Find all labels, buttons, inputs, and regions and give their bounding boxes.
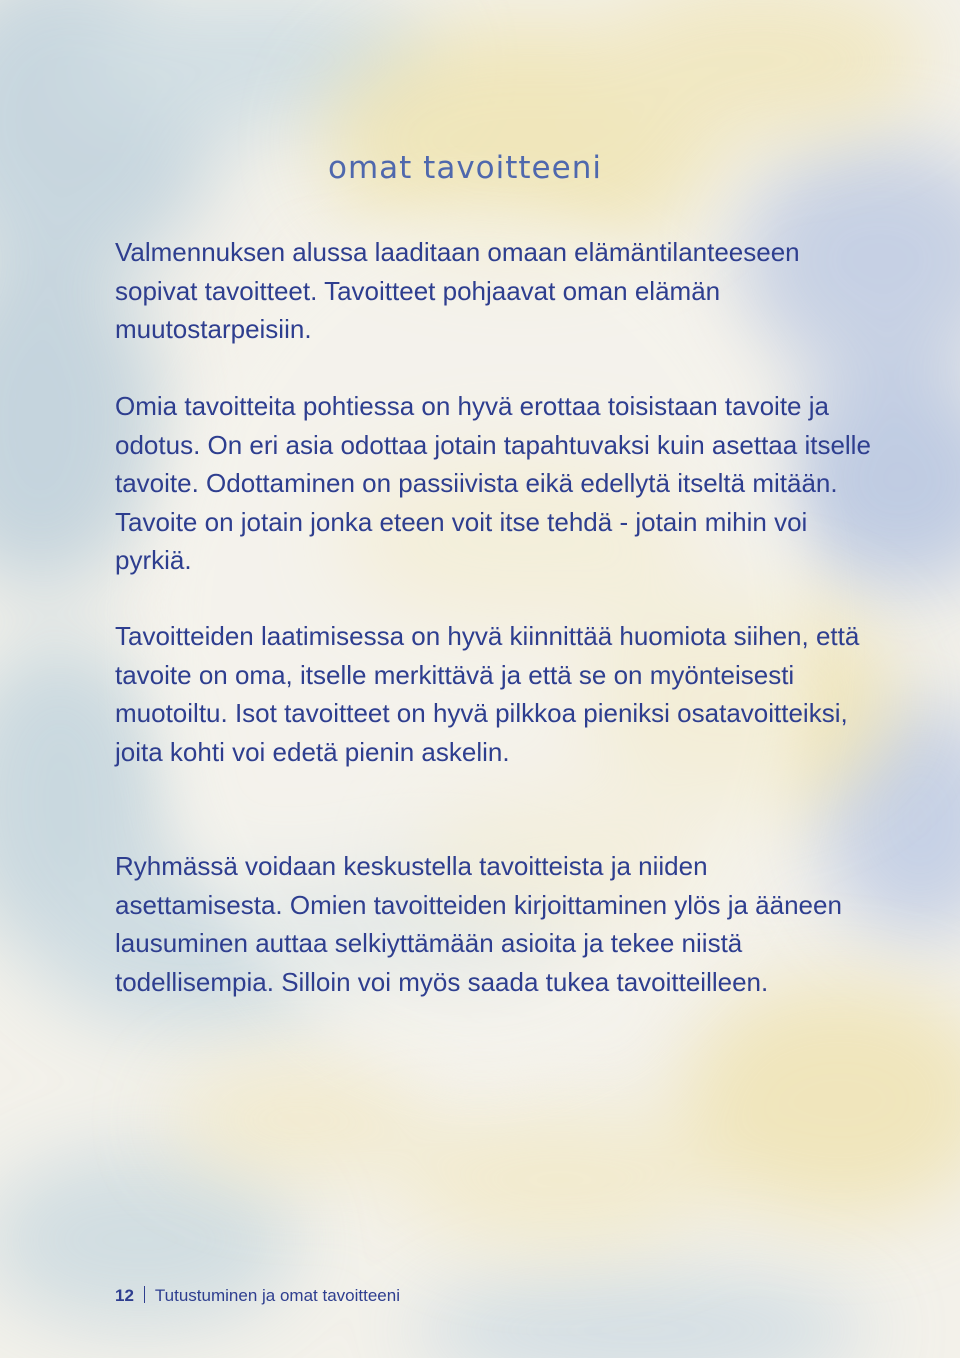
paragraph-4: Ryhmässä voidaan keskustella tavoitteista ja niiden asettamisesta. Omien tavoitteiden kirjoittaminen ylös ja ääneen lausuminen auttaa selkiyttämään asioita ja tekee niistä todellisempia. Silloin voi myös saada tukea tavoitteilleen. bbox=[115, 851, 842, 997]
paragraph-2: Omia tavoitteita pohtiessa on hyvä erottaa toisistaan tavoite ja odotus. On eri asia odottaa jotain tapahtuvaksi kuin asettaa itselle tavoite. Odottaminen on passiivista eikä edellytä itseltä mitään. Tavoite on jotain jonka eteen voit itse tehdä - jotain mihin voi pyrkiä. bbox=[115, 391, 871, 575]
page-title: omat tavoitteeni bbox=[328, 150, 602, 186]
paragraph-1: Valmennuksen alussa laaditaan omaan elämäntilanteeseen sopivat tavoitteet. Tavoitteet pohjaavat oman elämän muutostarpeisiin. bbox=[115, 237, 800, 344]
paragraph-3: Tavoitteiden laatimisessa on hyvä kiinnittää huomiota siihen, että tavoite on oma, itselle merkittävä ja että se on myönteisesti muotoiltu. Isot tavoitteet on hyvä pilkkoa pieniksi osatavoitteiksi, joita kohti voi edetä pienin askelin. bbox=[115, 621, 860, 767]
page-footer bbox=[115, 1286, 400, 1306]
footer-divider bbox=[144, 1286, 145, 1303]
footer-section-title: Tutustuminen ja omat tavoitteeni bbox=[154, 1286, 400, 1305]
page-number: 12 bbox=[115, 1286, 134, 1305]
